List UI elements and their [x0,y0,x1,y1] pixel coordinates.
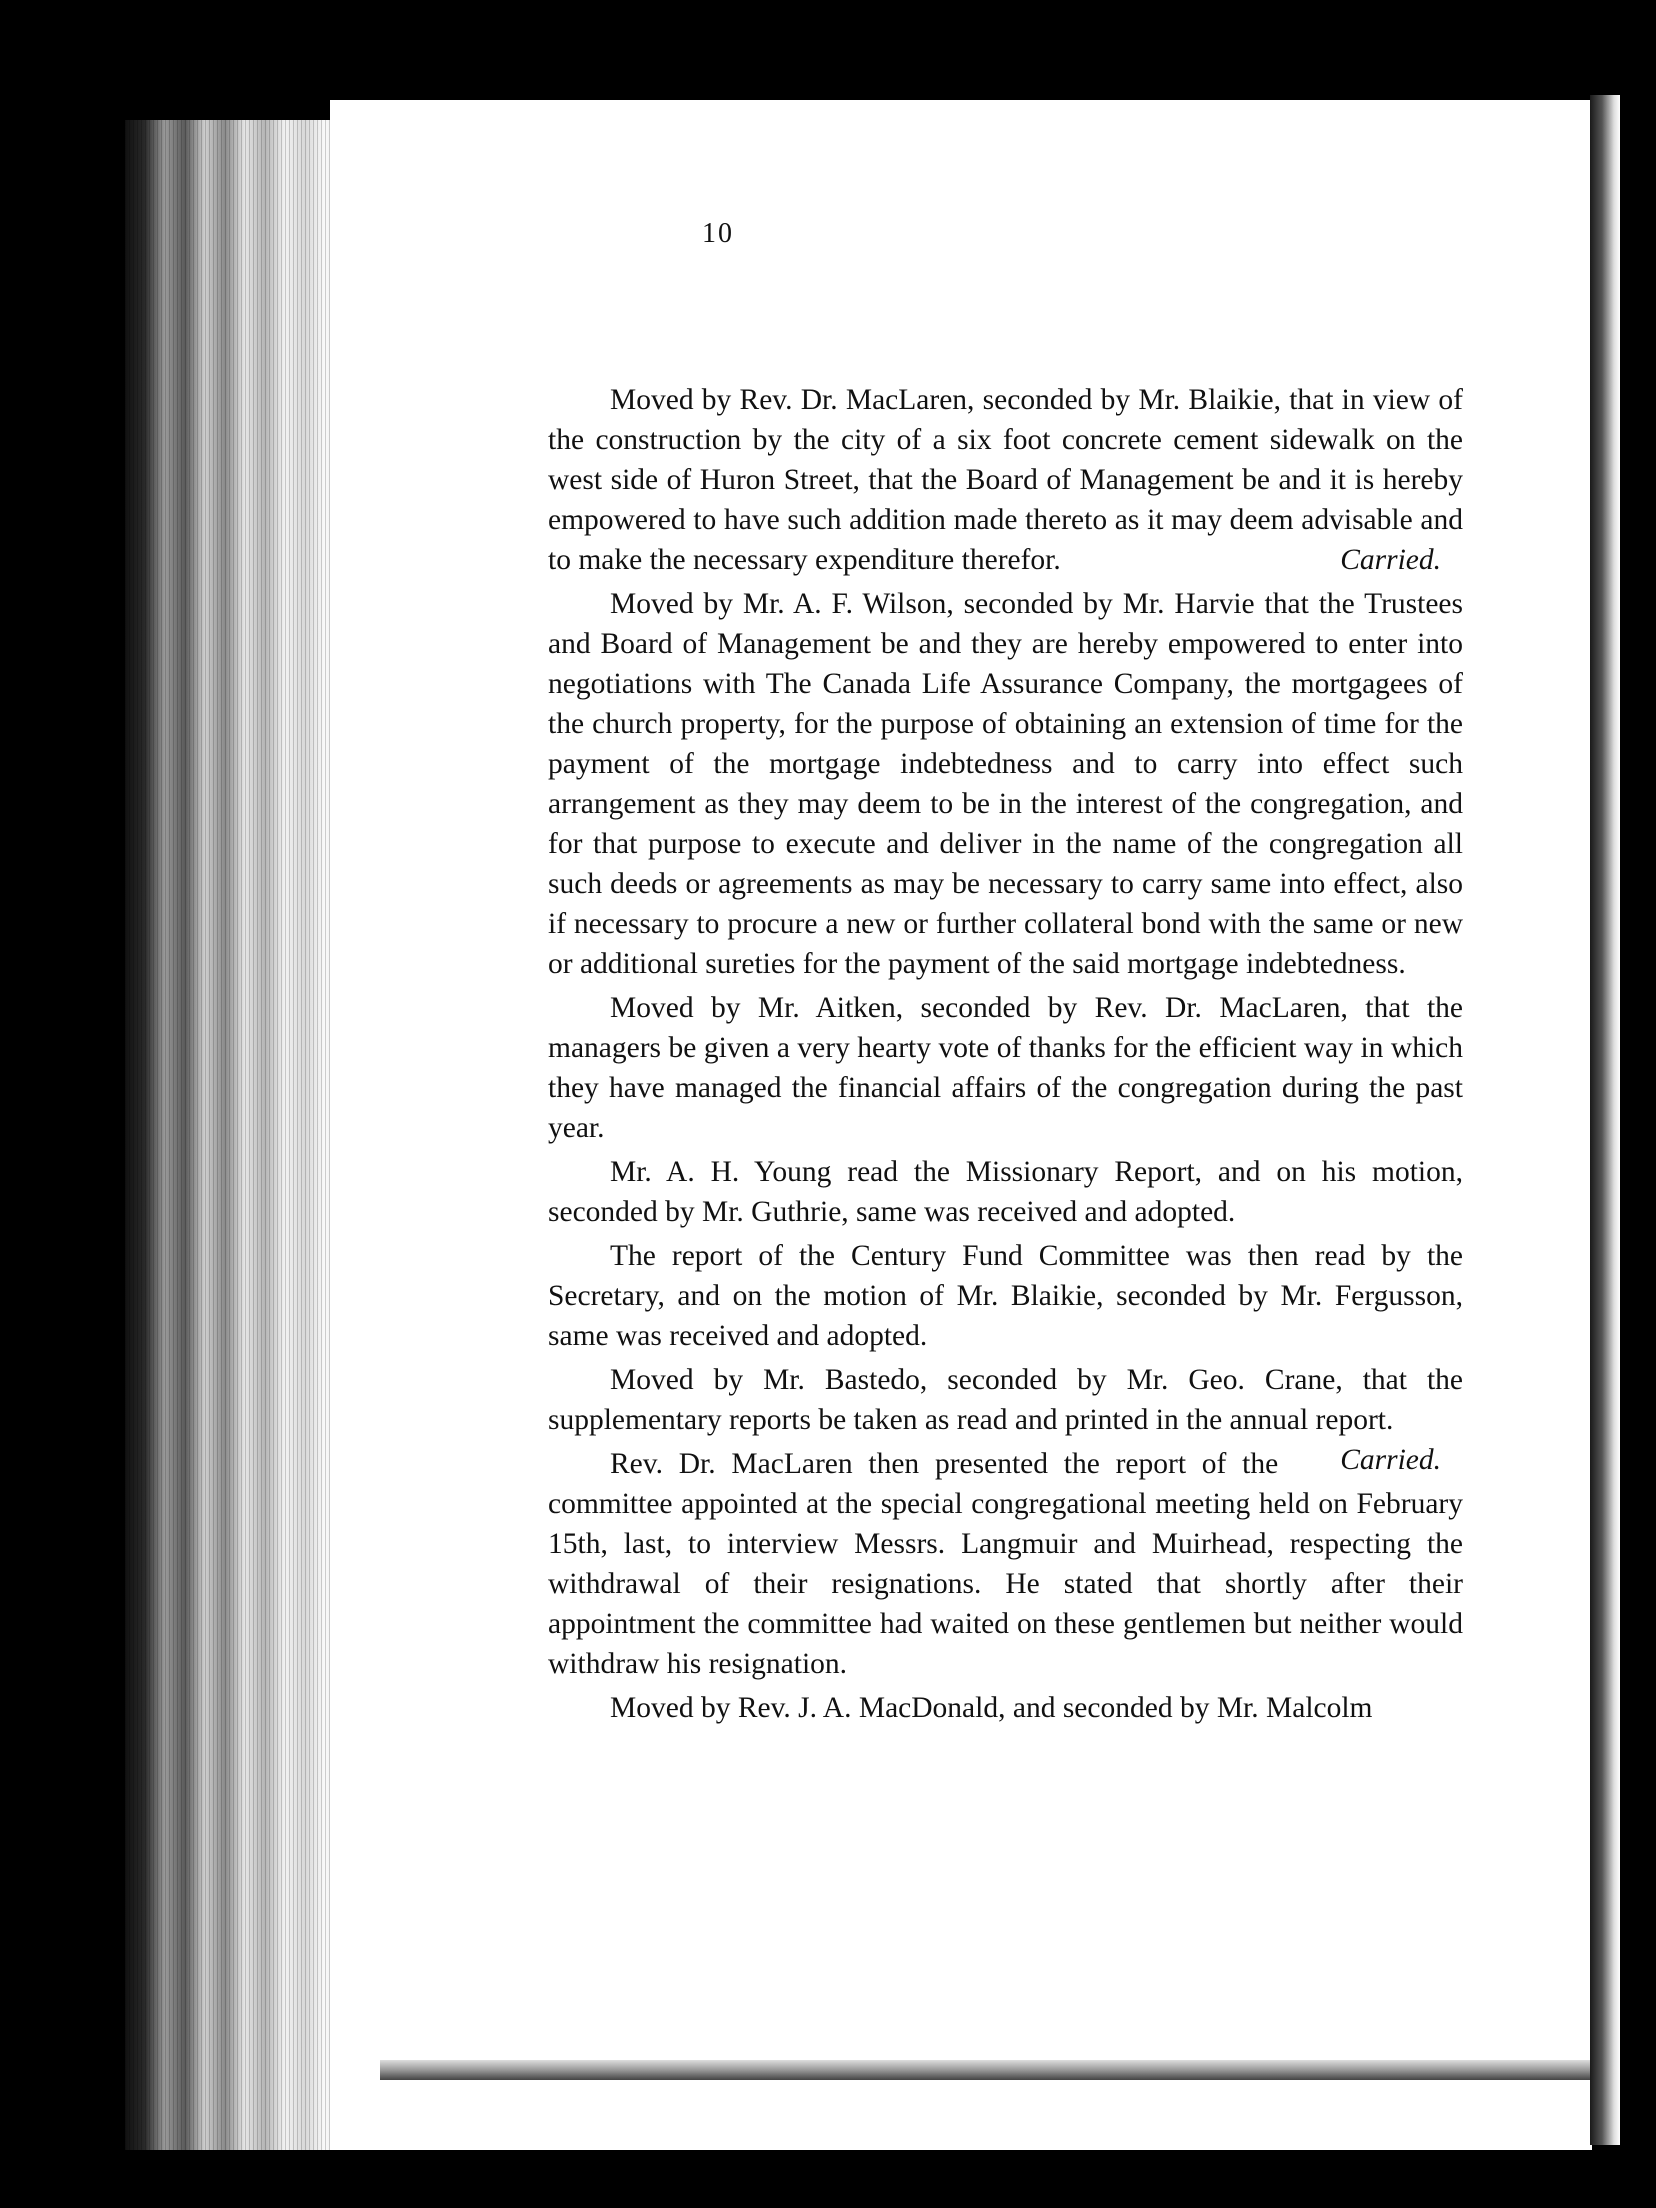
paragraph-5 [548,1236,1463,1356]
paragraph-7 [548,1444,1463,1684]
paragraph-5-text: The report of the Century Fund Committee was then read by the Secretary, and on the motion of Mr. Blaikie, seconded by Mr. Fergusson, same was received and adopted. [548,1240,1463,1352]
paragraph-4 [548,1152,1463,1232]
paragraph-2-text: Moved by Mr. A. F. Wilson, seconded by Mr. Harvie that the Trustees and Board of Management be and they are hereby empowered to enter into negotiations with The Canada Life Assurance Company, the mortgagees of the church property, for the purpose of obtaining an extension of time for the payment of the mortgage indebtedness and to carry into effect such arrangement as they may deem to be in the interest of the congregation, and for that purpose to execute and deliver in the name of the congregation all such deeds or agreements as may be necessary to carry same into effect, also if necessary to procure a new or further collateral bond with the same or new or additional sureties for the payment of the said mortgage indebtedness. [548,588,1463,980]
paragraph-3-text: Moved by Mr. Aitken, seconded by Rev. Dr. MacLaren, that the managers be given a very hearty vote of thanks for the efficient way in which they have managed the financial affairs of the congregation during the past year. [548,992,1463,1144]
paragraph-1 [548,380,1463,580]
page-bottom-shadow [380,2060,1590,2080]
next-page-edge [1590,95,1620,2145]
page-number: 10 [702,218,734,249]
paragraph-4-text: Mr. A. H. Young read the Missionary Report, and on his motion, seconded by Mr. Guthrie, same was received and adopted. [548,1156,1463,1228]
paragraph-2 [548,584,1463,984]
paragraph-6 [548,1360,1463,1476]
carried-note-1: Carried. [1340,544,1441,576]
body-text [548,380,1463,1732]
paragraph-8 [548,1688,1463,1728]
paragraph-1-text: Moved by Rev. Dr. MacLaren, seconded by Mr. Blaikie, that in view of the construction by the city of a six foot concrete cement sidewalk on the west side of Huron Street, that the Board of Management be and it is hereby empowered to have such addition made thereto as it may deem advisable and to make the necessary expenditure therefor. [548,384,1463,576]
paragraph-8-text: Moved by Rev. J. A. MacDonald, and seconded by Mr. Malcolm [610,1692,1373,1724]
paragraph-7-text: Rev. Dr. MacLaren then presented the report of the committee appointed at the special congregational meeting held on February 15th, last, to interview Messrs. Langmuir and Muirhead, respecting the withdrawal of their resignations. He stated that shortly after their appointment the committee had waited on these gentlemen but neither would withdraw his resignation. [548,1448,1463,1680]
carried-note-2: Carried. [1340,1444,1441,1476]
paragraph-6-text: Moved by Mr. Bastedo, seconded by Mr. Geo. Crane, that the supplementary reports be taken as read and printed in the annual report. [548,1364,1463,1436]
paragraph-3 [548,988,1463,1148]
